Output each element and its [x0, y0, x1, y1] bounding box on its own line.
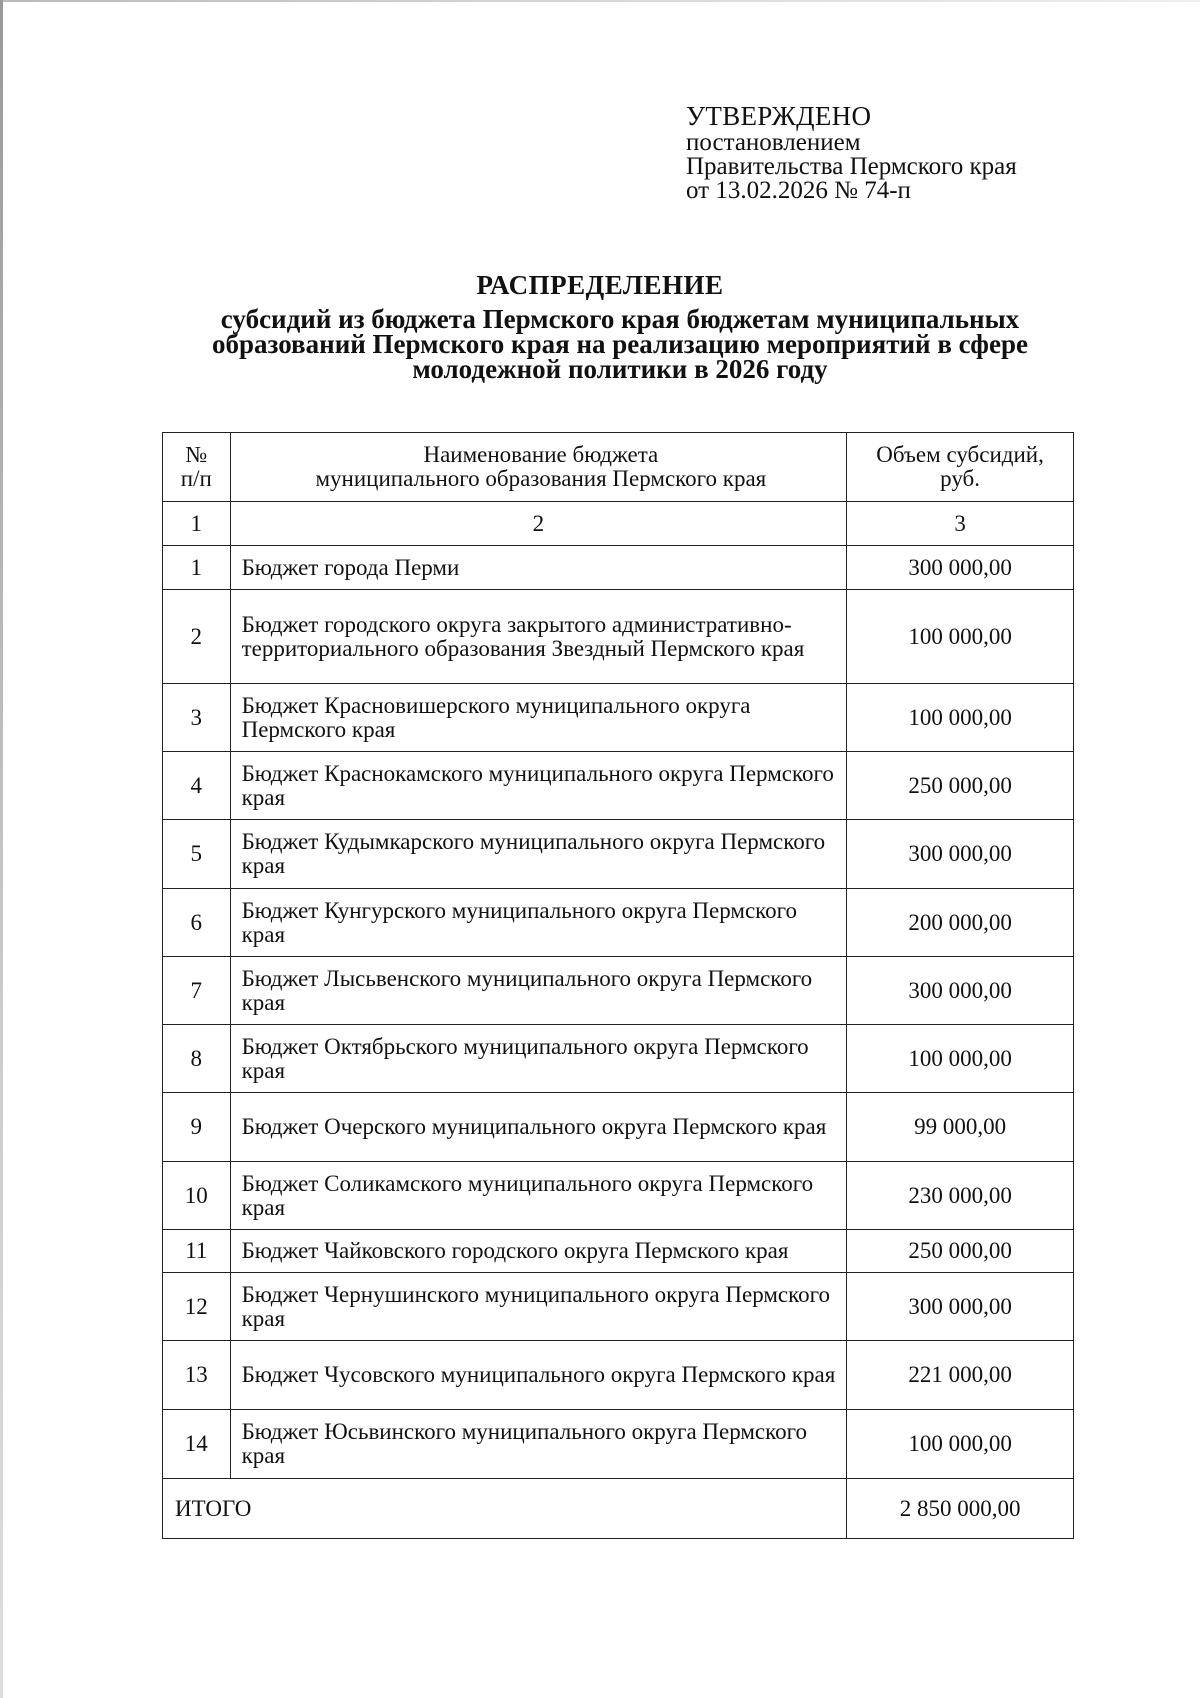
column-number-2: 2: [230, 502, 847, 546]
table-row: [163, 590, 1074, 684]
row-amount: 300 000,00: [847, 1273, 1074, 1341]
header-name: [230, 433, 847, 502]
total-row: [163, 1479, 1074, 1539]
table-row: [163, 752, 1074, 820]
row-num: 14: [163, 1410, 231, 1479]
column-number-row: [163, 502, 1074, 546]
header-amount-line-2: руб.: [940, 466, 980, 491]
header-num: [163, 433, 231, 502]
row-num: 13: [163, 1341, 231, 1410]
row-name: Бюджет Очерского муниципального округа Пермского края: [230, 1093, 847, 1162]
row-amount: 221 000,00: [847, 1341, 1074, 1410]
row-name: Бюджет Юсьвинского муниципального округа Пермского края: [230, 1410, 847, 1479]
row-name: Бюджет Кунгурского муниципального округа Пермского края: [230, 889, 847, 957]
row-amount: 100 000,00: [847, 590, 1074, 684]
row-amount: 200 000,00: [847, 889, 1074, 957]
table-body: [163, 546, 1074, 1539]
column-number-1: 1: [163, 502, 231, 546]
row-num: 5: [163, 820, 231, 889]
subtitle-line-2: образований Пермского края на реализацию мероприятий в сфере: [212, 329, 1028, 359]
row-amount: 99 000,00: [847, 1093, 1074, 1162]
row-amount: 250 000,00: [847, 1230, 1074, 1273]
row-num: 6: [163, 889, 231, 957]
header-amount: [847, 433, 1074, 502]
row-amount: 100 000,00: [847, 1025, 1074, 1093]
table-row: [163, 889, 1074, 957]
table-row: [163, 684, 1074, 752]
row-num: 2: [163, 590, 231, 684]
table-row: [163, 1093, 1074, 1162]
row-name: Бюджет Красновишерского муниципального округа Пермского края: [230, 684, 847, 752]
row-name: Бюджет Соликамского муниципального округа Пермского края: [230, 1162, 847, 1230]
table-row: [163, 1025, 1074, 1093]
header-num-line-2: п/п: [180, 466, 212, 491]
table-row: [163, 1410, 1074, 1479]
row-num: 10: [163, 1162, 231, 1230]
row-amount: 100 000,00: [847, 684, 1074, 752]
row-amount: 300 000,00: [847, 820, 1074, 889]
header-name-line-1: Наименование бюджета: [423, 442, 659, 467]
row-num: 9: [163, 1093, 231, 1162]
table-row: [163, 957, 1074, 1025]
row-num: 7: [163, 957, 231, 1025]
row-amount: 250 000,00: [847, 752, 1074, 820]
table-row: [163, 1273, 1074, 1341]
row-num: 11: [163, 1230, 231, 1273]
table-row: [163, 1341, 1074, 1410]
distribution-table: [162, 432, 1074, 1539]
subtitle-line-3: молодежной политики в 2026 году: [412, 354, 828, 384]
header-num-line-1: №: [185, 442, 208, 467]
row-name: Бюджет города Перми: [230, 546, 847, 590]
row-num: 1: [163, 546, 231, 590]
approval-stamp-block: [686, 102, 1017, 203]
total-amount: 2 850 000,00: [847, 1479, 1074, 1539]
row-amount: 300 000,00: [847, 957, 1074, 1025]
row-name: Бюджет Кудымкарского муниципального округа Пермского края: [230, 820, 847, 889]
table-row: [163, 546, 1074, 590]
table-header-row: [163, 433, 1074, 502]
row-name: Бюджет Чернушинского муниципального округа Пермского края: [230, 1273, 847, 1341]
row-num: 12: [163, 1273, 231, 1341]
row-amount: 300 000,00: [847, 546, 1074, 590]
row-name: Бюджет Чусовского муниципального округа Пермского края: [230, 1341, 847, 1410]
row-amount: 230 000,00: [847, 1162, 1074, 1230]
row-name: Бюджет городского округа закрытого административно-территориального образования Звездный Пермского края: [230, 590, 847, 684]
header-name-line-2: муниципального образования Пермского края: [315, 466, 767, 491]
approval-line-3: Правительства Пермского края: [686, 153, 1017, 180]
row-name: Бюджет Краснокамского муниципального округа Пермского края: [230, 752, 847, 820]
scan-edge-left: [0, 0, 3, 1698]
table-row: [163, 1230, 1074, 1273]
header-amount-line-1: Объем субсидий,: [876, 442, 1044, 467]
document-title: РАСПРЕДЕЛЕНИЕ: [476, 270, 724, 300]
table-row: [163, 1162, 1074, 1230]
row-name: Бюджет Лысьвенского муниципального округа Пермского края: [230, 957, 847, 1025]
table-row: [163, 820, 1074, 889]
approval-line-2: постановлением: [686, 129, 861, 156]
document-subtitle: [180, 304, 1060, 384]
row-num: 8: [163, 1025, 231, 1093]
approval-date-number: от 13.02.2026 № 74-п: [686, 177, 911, 204]
column-number-3: 3: [847, 502, 1074, 546]
scan-edge-top: [0, 0, 1200, 2]
approval-heading: УТВЕРЖДЕНО: [686, 101, 872, 131]
total-label: ИТОГО: [163, 1479, 847, 1539]
row-name: Бюджет Октябрьского муниципального округа Пермского края: [230, 1025, 847, 1093]
subtitle-line-1: субсидий из бюджета Пермского края бюджетам муниципальных: [220, 304, 1020, 334]
row-num: 4: [163, 752, 231, 820]
row-amount: 100 000,00: [847, 1410, 1074, 1479]
row-name: Бюджет Чайковского городского округа Пермского края: [230, 1230, 847, 1273]
row-num: 3: [163, 684, 231, 752]
